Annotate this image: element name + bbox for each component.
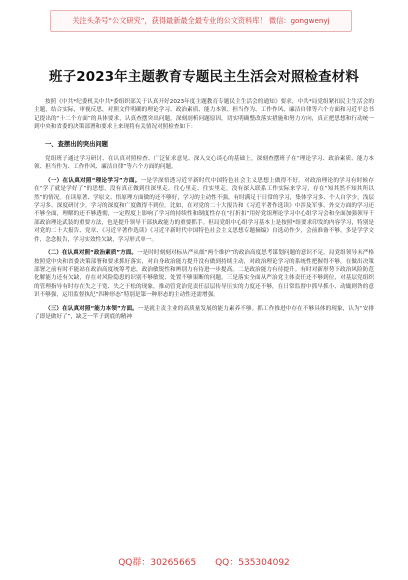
- document-body: [34, 98, 374, 540]
- promo-banner: 关注头条号“公文研究”，获得最新最全最专业的公文资料库！ 微信：gongwenyj: [50, 10, 352, 32]
- document-title: 班子2023年主题教育专题民主生活会对照检查材料: [49, 70, 359, 85]
- item-lead: （二）在认真对照“政治素质”方面。: [45, 250, 138, 257]
- item-body: 一是时时刻刻对标从严从细“两个维护”的政治高度思考谋划问题的意识不足。局党组领导未严格按照党中央和省委决策部署和要求抓好落实，对自身政治能力提升没有做到持续主动，对政治理论学习的系统性把握得不够，在做出决策部署之前有时不能站在政治高度统筹考虑，政治敏锐性和辨别力有待进一步提高。二是政治能力有待提升。有时对新形势下政治风险防范化解能力还有欠缺，存在对风险隐患的识别不够敏锐、处置不够果断的问题。三是落实全面从严治党主体责任还不够到位，对基层党组织的管理指导有时存在失之于宽、失之于松的现象，推动管党治党责任层层传导压实的力度还不够，在日常监督中抓早抓小、动辄则咎的意识不够强，运用监督执纪“四种形态”特别是第一种形态的主动性还需增强。: [34, 250, 374, 299]
- item-capability: [34, 305, 374, 322]
- qq-group-text: QQ群：30265665: [118, 558, 197, 568]
- item-political-quality: [34, 249, 374, 299]
- qq-text: QQ：535304092: [215, 558, 290, 568]
- item-lead: （三）在认真对照“能力本领”方面。: [45, 305, 138, 312]
- section-heading: 一、查摆出的突出问题: [45, 140, 108, 148]
- item-lead: （一）在认真对照“理论学习”方面。: [45, 177, 141, 184]
- item-body: 一是就主责主业的高质量发展的能力素养不够。抓工作推进中存在不够具体的现象，认为“安排了即是做好了”，缺乏一竿子到底的精神: [34, 305, 374, 320]
- contact-footer: [0, 555, 408, 568]
- intro-paragraph: 按照《中共*纪委机关中共*委组织部关于认真开好2023年度主题教育专题民主生活会的通知》要求，中共*局党组紧扣民主生活会的主题，结合实际，审视反思，对照文件明确的理论学习、政治素质、能力本领、担当作为、工作作风、廉洁自律等六个方面和习近平总书记提出的“十二个方面”的具体要求，认真查摆突出问题，深刻剖析问题原因，切实明确整改落实措施和努力方向，真正把思想和行动统一到中央和省委的决策部署和要求上来现将有关情况对照检查如下：: [34, 99, 374, 131]
- item-body: 一是学深悟透习近平新时代中国特色社会主义思想上做得不好。对政治理论的学习有时候存在“学了就是学好了”的思想，没有真正做到往深里走、往心里走、往实里走，没有深入联系工作实际来学习，存在“知其然不知其所以然”的情况。在读原著、学原文、悟原理方面做的还不够好，学习的主动性不强，有时满足于日常的学习，集体学习多、个人自学少，浅层学习多、深度研讨少，学习的深度和广度做得不到位。比如，在对党的二十大报告和《习近平著作选读》中涉及军事、外交方面的学习还不够全面，理解的还不够透彻，一定程度上影响了学习的持续性和制度性存在“打折扣”用好党组理论学习中心组学习会和全面加强领导干部政治理论武装的重要方法，也是提升领导干部执政能力的重要抓手。但局党组中心组学习基本上是按照*组要求印发的内容学习，特别是对党的二十大报告、党章、《习近平著作选读》《习近平新时代中国特色社会主义思想专题摘编》自选动作少，会前准备不够，多是学学文件，念念报告，学习实效性欠缺，学习形式单一。: [34, 177, 374, 243]
- overview-paragraph: 党组班子通过学习研讨、在认真对照检查、广泛征求意见、深入交心谈心的基础上，深刻查摆班子在“理论学习、政治素质、能力本领、担当作为、工作作风、廉洁自律”等六个方面的问题。: [34, 156, 374, 171]
- item-theory-study: [34, 177, 374, 244]
